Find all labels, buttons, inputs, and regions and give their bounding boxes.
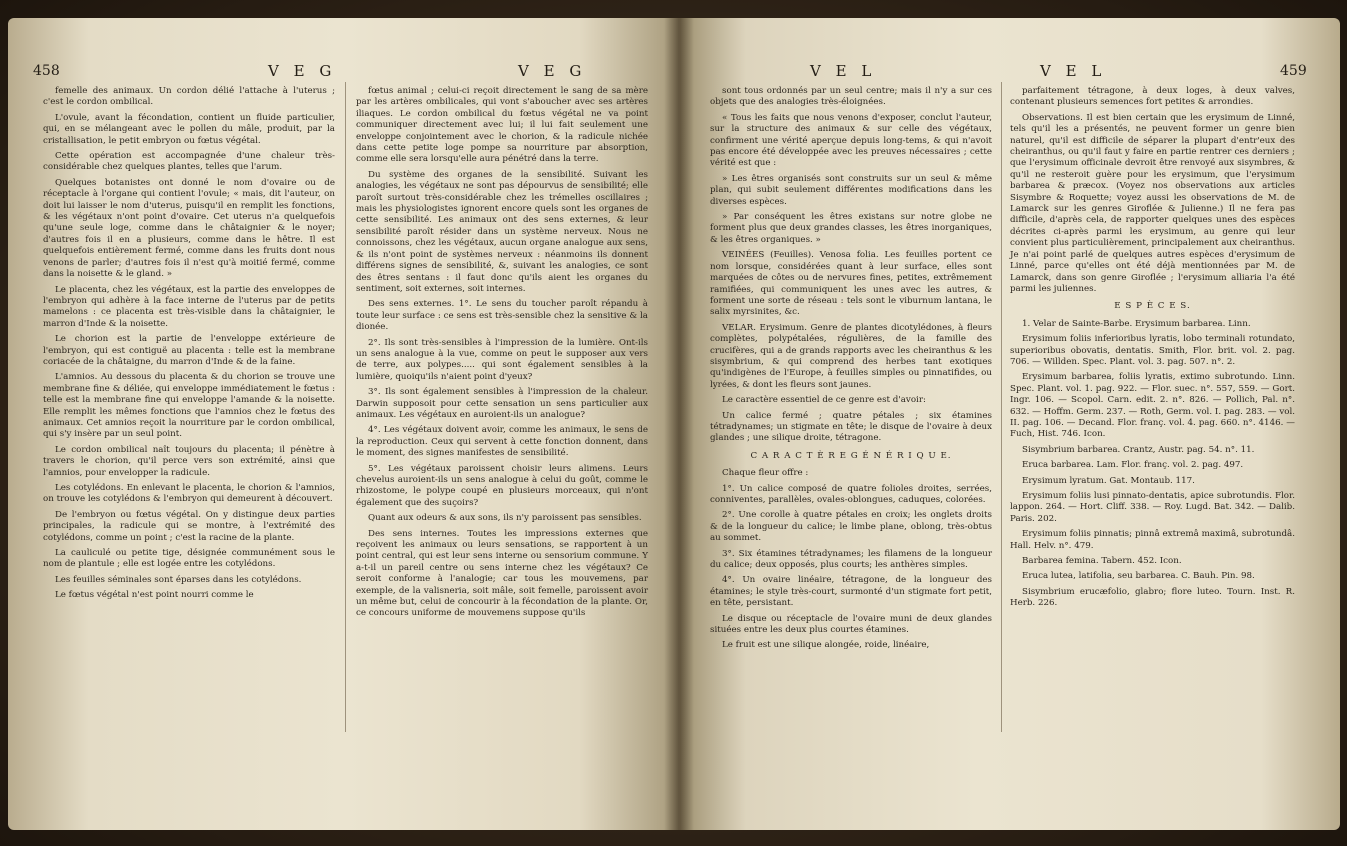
- headword-right-2: V E L: [1040, 62, 1107, 80]
- paragraph: Le cordon ombilical naît toujours du placenta; il pénètre à travers le chorion, qu'il perce vers son extrémité, ainsi que l'amnios, pour envelopper la radicule.: [43, 444, 335, 478]
- right-column-1: [710, 86, 992, 656]
- paragraph: Erysimum barbarea, foliis lyratis, extimo subrotundo. Linn. Spec. Plant. vol. 1. pag. 922. — Flor. suec. n°. 557, 559. — Gort. Ingr. 106. — Scopol. Carn. edit. 2. n°. 826. — Pollich, Pal. n°. 632. — Hoffm. Germ. 237. — Roth, Germ. vol. I. pag. 283. — vol. II. pag. 106. — Decand. Flor. franç. vol. 4. pag. 660. n°. 4146. — Fuch, Hist. 746. Icon.: [1010, 372, 1295, 440]
- paragraph: 2°. Une corolle à quatre pétales en croix; les onglets droits & de la longueur du calice; le limbe plane, oblong, très-obtus au sommet.: [710, 510, 992, 544]
- paragraph: Le fruit est une silique alongée, roide, linéaire,: [722, 640, 930, 651]
- right-column-2: [1010, 86, 1295, 614]
- paragraph: C A R A C T È R E G É N É R I Q U E.: [750, 450, 952, 461]
- paragraph: Le caractère essentiel de ce genre est d'avoir:: [722, 395, 926, 406]
- paragraph: Eruca lutea, latifolia, seu barbarea. C. Bauh. Pin. 98.: [1022, 571, 1255, 582]
- paragraph: 4°. Les végétaux doivent avoir, comme les animaux, le sens de la reproduction. Ceux qui servent à cette fonction donnent, dans le moment, des signes manifestes de sensibilité.: [356, 425, 648, 459]
- paragraph: femelle des animaux. Un cordon délié l'attache à l'uterus ; c'est le cordon ombilical.: [43, 86, 335, 108]
- paragraph: La cauliculé ou petite tige, désignée communément sous le nom de plantule ; elle est logée entre les cotylédons.: [43, 548, 335, 570]
- paragraph: De l'embryon ou fœtus végétal. On y distingue deux parties principales, la radicule qui se montre, à l'extrémité des cotylédons, comme un point ; c'est la racine de la plante.: [43, 509, 335, 543]
- paragraph: » Par conséquent les êtres existans sur notre globe ne forment plus que deux grandes classes, les êtres inorganiques, & les êtres organiques. »: [710, 212, 992, 245]
- paragraph: Le disque ou réceptacle de l'ovaire muni de deux glandes situées entre les deux plus courtes étamines.: [710, 613, 992, 636]
- paragraph: Chaque fleur offre :: [722, 468, 809, 479]
- paragraph: Le chorion est la partie de l'enveloppe extérieure de l'embryon, qui est contiguë au placenta : telle est la membrane coriacée de la châtaigne, du marron d'Inde & de la faine.: [43, 334, 335, 367]
- paragraph: L'amnios. Au dessous du placenta & du chorion se trouve une membrane fine & déliée, qui enveloppe immédiatement le fœtus : telle est la membrane fine qui enveloppe l'amande & la noisette. Elle remplit les mêmes fonctions que l'amnios chez le fœtus des animaux. Cet amnios reçoit la nourriture par le cordon ombilical, qui s'y insère par un seul point.: [43, 372, 335, 440]
- paragraph: Eruca barbarea. Lam. Flor. franç. vol. 2. pag. 497.: [1022, 460, 1244, 471]
- left-page: [8, 18, 680, 830]
- paragraph: Un calice fermé ; quatre pétales ; six étamines tétradynames; un stigmate en tête; le disque de l'ovaire à deux glandes ; une silique droite, tétragone.: [710, 410, 992, 444]
- paragraph: Quelques botanistes ont donné le nom d'ovaire ou de réceptacle à l'organe qui contient l'ovule; « mais, dit l'auteur, on doit lui laisser le nom d'uterus, puisqu'il en remplit les fonctions, & les végétaux n'ont point d'ovaire. Cet uterus n'a quelquefois qu'une seule loge, comme dans le châtaignier & le noyer; d'autres fois il en a plusieurs, comme dans le hêtre. Il est quelquefois entièrement fermé, comme dans les fruits dont nous venons de parler; d'autres fois il n'est qu'à moitié fermé, comme dans la noisette & le gland. »: [43, 177, 335, 280]
- paragraph: Des sens internes. Toutes les impressions externes que reçoivent les animaux ou leurs sensations, se rapportent à un point central, qui est leur sens interne ou sensorium commune. Y a-t-il un pareil centre ou sens interne chez les végétaux? Ce seroit conforme à l'analogie; car tous les mouvemens, par exemple, de la valisneria, soit mâle, soit femelle, paroissent avoir un même but, celui de concourir à la fécondation de la plante. Or, ce concours uniforme de mouvemens suppose qu'ils: [356, 528, 648, 619]
- paragraph: Barbarea femina. Tabern. 452. Icon.: [1022, 556, 1182, 567]
- headword-left-2: V E G: [518, 62, 587, 80]
- paragraph: L'ovule, avant la fécondation, contient un fluide particulier, qui, en se mélangeant avec le pollen du mâle, produit, par la cristallisation, le petit embryon ou fœtus végétal.: [43, 112, 335, 146]
- paragraph: « Tous les faits que nous venons d'exposer, conclut l'auteur, sur la structure des animaux & sur celle des végétaux, confirment une vérité aperçue depuis long-tems, & qui n'avoit pas encore été développée avec les preuves nécessaires ; cette vérité est que :: [710, 112, 992, 169]
- paragraph: 5°. Les végétaux paroissent choisir leurs alimens. Leurs chevelus auroient-ils un sens analogue à celui du goût, comme le rhizostome, le polype coupé en plusieurs morceaux, qui n'ont également que des suçoirs?: [356, 463, 648, 508]
- paragraph: E S P È C E S.: [1114, 301, 1191, 312]
- paragraph: Les feuilles séminales sont éparses dans les cotylédons.: [55, 574, 302, 585]
- paragraph: 3°. Ils sont également sensibles à l'impression de la chaleur. Darwin supposoit pour cette sensation un sens particulier aux animaux. Les végétaux en auroient-ils un analogue?: [356, 387, 648, 420]
- paragraph: 2°. Ils sont très-sensibles à l'impression de la lumière. Ont-ils un sens analogue à la vue, comme on peut le supposer aux vers de terre, aux polypes..... qui sont également sensibles à la lumière, quoiqu'ils n'aient point d'yeux?: [356, 337, 648, 382]
- paragraph: 3°. Six étamines tétradynames; les filamens de la longueur du calice; deux opposés, plus courts; les anthères simples.: [710, 548, 992, 571]
- paragraph: Erysimum foliis inferioribus lyratis, lobo terminali rotundato, superioribus obovatis, dentatis. Smith, Flor. brit. vol. 2. pag. 706. — Willden. Spec. Plant. vol. 3. pag. 507. n°. 2.: [1010, 334, 1295, 367]
- paragraph: VELAR. Erysimum. Genre de plantes dicotylédones, à fleurs complètes, polypétalées, régulières, de la famille des crucifères, qui a de grands rapports avec les cheiranthus & les sisymbrium, & qui comprend des herbes tant exotiques qu'indigènes de l'Europe, à feuilles simples ou pinnatifides, ou lyrées, & dont les fleurs sont jaunes.: [710, 322, 992, 390]
- left-column-2: [356, 86, 648, 624]
- paragraph: Sisymbrium barbarea. Crantz, Austr. pag. 54. n°. 11.: [1022, 444, 1255, 455]
- left-column-1: [43, 86, 335, 606]
- paragraph: 4°. Un ovaire linéaire, tétragone, de la longueur des étamines; le style très-court, surmonté d'un stigmate fort petit, en tête, persistant.: [710, 575, 992, 609]
- paragraph: Les cotylédons. En enlevant le placenta, le chorion & l'amnios, on trouve les cotylédons & l'embryon qui demeurent à découvert.: [43, 483, 335, 505]
- headword-right-1: V E L: [810, 62, 877, 80]
- paragraph: Le fœtus végétal n'est point nourri comme le: [55, 590, 254, 601]
- paragraph: fœtus animal ; celui-ci reçoit directement le sang de sa mère par les artères ombilicales, qui vont s'aboucher avec ses artères iliaques. Le cordon ombilical du fœtus végétal ne va point communiquer directement avec lui; il lui fait seulement une enveloppe conjointement avec le chorion, & la radicule nichée dans cette petite loge pompe sa nourriture par absorption, comme elle sera lorsqu'elle aura pénétré dans la terre.: [356, 86, 648, 165]
- paragraph: Du système des organes de la sensibilité. Suivant les analogies, les végétaux ne sont pas dépourvus de sensibilité; elle paroît surtout très-considérable chez les trémelles oscillaires ; mais les physiologistes ignorent encore quels sont les organes de cette sensibilité. Les animaux ont des sens externes, & leur sensibilité paroît résider dans un système nerveux. Nous ne connoissons, chez les végétaux, aucun organe analogue aux sens, & ils n'ont point de systèmes nerveux : néanmoins ils donnent différens signes de sensibilité, &, suivant les analogies, ce sont des êtres sentans : il faut donc qu'ils aient les organes du sentiment, soit externes, soit internes.: [356, 169, 648, 294]
- paragraph: Quant aux odeurs & aux sons, ils n'y paroissent pas sensibles.: [368, 513, 642, 524]
- paragraph: Erysimum foliis lusi pinnato-dentatis, apice subrotundis. Flor. lappon. 264. — Hort. Cliff. 338. — Roy. Lugd. Bat. 342. — Dalib. Paris. 202.: [1010, 491, 1295, 524]
- paragraph: 1. Velar de Sainte-Barbe. Erysimum barbarea. Linn.: [1022, 318, 1251, 329]
- paragraph: Observations. Il est bien certain que les erysimum de Linné, tels qu'il les a présentés, ne peuvent former un genre bien naturel, qu'il est difficile de séparer la plupart d'entr'eux des cheiranthus, ou qu'il faut y faire en partie rentrer ces derniers ; que l'erysimum officinale devroit être renvoyé aux sisymbres, & qu'il ne resteroit guère pour les erysimum, que l'erysimum barbarea & præcox. (Voyez nos observations aux articles Sisymbre & Roquette; voyez aussi les observations de M. de Lamarck sur les genres Giroflée & Julienne.) Il ne fera pas difficile, d'après cela, de rapporter quelques unes des espèces décrites ci-après parmi les erysimum, au genre qui leur convient plus particulièrement, principalement aux cheiranthus. Je n'ai point parlé de quelques autres espèces d'erysimum de Linné, parce qu'elles ont été déjà mentionnées par M. de Lamarck, dans son genre Giroflée ; l'erysimum alliaria l'a été parmi les juliennes.: [1010, 112, 1295, 294]
- page-number-left: 458: [33, 63, 60, 79]
- paragraph: sont tous ordonnés par un seul centre; mais il n'y a sur ces objets que des analogies très-éloignées.: [710, 86, 992, 108]
- paragraph: Sisymbrium erucæfolio, glabro; flore luteo. Tourn. Inst. R. Herb. 226.: [1010, 586, 1295, 609]
- paragraph: Des sens externes. 1°. Le sens du toucher paroît répandu à toute leur surface : ce sens est très-sensible chez la sensitive & la dionée.: [356, 299, 648, 333]
- paragraph: VEINÉES (Feuilles). Venosa folia. Les feuilles portent ce nom lorsque, considérées quant à leur surface, elles sont marquées de côtes ou de nervures fines, petites, extrêmement ramifiées, qui communiquent les unes avec les autres, & forment une sorte de réseau : tels sont le viburnum lantana, le salix myrsinites, &c.: [710, 250, 992, 318]
- paragraph: Le placenta, chez les végétaux, est la partie des enveloppes de l'embryon qui adhère à la face interne de l'uterus par de petits mamelons : ce placenta est très-visible dans la châtaignier, le marron d'Inde & la noisette.: [43, 284, 335, 329]
- column-rule-right: [1001, 82, 1002, 732]
- right-page: [680, 18, 1340, 830]
- paragraph: » Les êtres organisés sont construits sur un seul & même plan, qui subit seulement différentes modifications dans les diverses espèces.: [710, 173, 992, 207]
- paragraph: Erysimum lyratum. Gat. Montaub. 117.: [1022, 475, 1195, 486]
- paragraph: Erysimum foliis pinnatis; pinnâ extremâ maximâ, subrotundâ. Hall. Helv. n°. 479.: [1010, 529, 1295, 551]
- page-number-right: 459: [1280, 63, 1307, 79]
- paragraph: Cette opération est accompagnée d'une chaleur très-considérable chez quelques plantes, telles que l'arum.: [43, 151, 335, 173]
- book-gutter: [664, 18, 694, 830]
- column-rule-left: [345, 82, 346, 732]
- paragraph: 1°. Un calice composé de quatre folioles droites, serrées, conniventes, parallèles, ovales-oblongues, caduques, colorées.: [710, 483, 992, 505]
- headword-left-1: V E G: [268, 62, 337, 80]
- paragraph: parfaitement tétragone, à deux loges, à deux valves, contenant plusieurs semences fort petites & arrondies.: [1010, 86, 1295, 108]
